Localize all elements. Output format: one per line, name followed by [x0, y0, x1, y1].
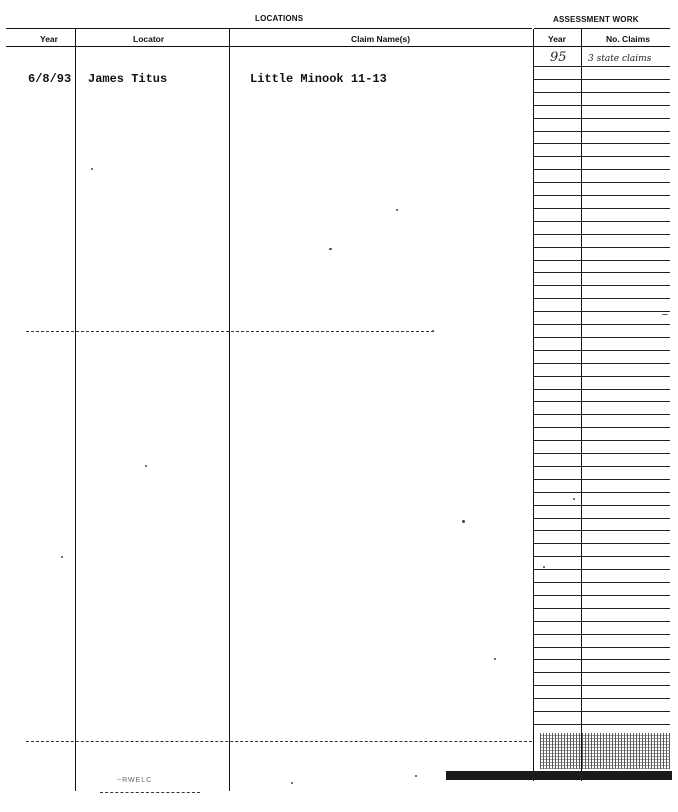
speck: [415, 775, 417, 777]
year-column-header: Year: [40, 34, 58, 44]
assessment-grid-line: [534, 389, 670, 390]
scan-noise-block: [540, 733, 670, 769]
record-claim-names: Little Minook 11-13: [250, 72, 387, 86]
assessment-grid-line: [534, 143, 670, 144]
speck: [396, 209, 398, 211]
assessment-grid-line: [534, 466, 670, 467]
assessment-grid-line: [534, 221, 670, 222]
header-bottom-rule: [6, 46, 670, 47]
assessment-grid-line: [534, 169, 670, 170]
assessment-grid-line: [534, 324, 670, 325]
assessment-grid-line: [534, 337, 670, 338]
assessment-grid-line: [534, 634, 670, 635]
assessment-grid-line: [534, 285, 670, 286]
speck: [432, 330, 434, 332]
assessment-grid-line: [534, 401, 670, 402]
assessment-grid-line: [534, 208, 670, 209]
assessment-grid-line: [534, 79, 670, 80]
assessment-grid-line: [534, 118, 670, 119]
speck: [145, 465, 147, 467]
assessment-grid-line: [534, 711, 670, 712]
assessment-year-column-header: Year: [548, 34, 566, 44]
assessment-work-heading: ASSESSMENT WORK: [553, 15, 639, 24]
footer-smudge-text: ~RWELC: [117, 777, 153, 784]
locations-heading: LOCATIONS: [255, 14, 304, 23]
assessment-grid-line: [534, 685, 670, 686]
speck: [543, 566, 545, 568]
section-divider-1: [26, 331, 434, 332]
separator-year-locator: [75, 29, 76, 791]
assessment-grid-line: [534, 156, 670, 157]
assessment-grid-line: [534, 672, 670, 673]
section-divider-2: [26, 741, 532, 742]
no-claims-column-header: No. Claims: [606, 34, 650, 44]
speck: [462, 520, 465, 523]
assessment-grid-line: [534, 131, 670, 132]
record-year: 6/8/93: [28, 72, 72, 86]
assessment-grid-line: [534, 556, 670, 557]
claim-names-column-header: Claim Name(s): [351, 34, 411, 44]
assessment-grid-line: [534, 414, 670, 415]
assessment-grid-line: [534, 376, 670, 377]
assessment-grid-line: [534, 595, 670, 596]
assessment-grid-line: [534, 724, 670, 725]
assessment-grid-line: [534, 698, 670, 699]
assessment-grid-line: [534, 311, 670, 312]
separator-locator-claims: [229, 29, 230, 791]
assessment-grid-line: [534, 195, 670, 196]
assessment-grid-line: [534, 569, 670, 570]
assessment-grid-line: [534, 440, 670, 441]
assessment-grid-line: [534, 427, 670, 428]
assessment-grid-line: [534, 453, 670, 454]
assessment-grid-line: [534, 272, 670, 273]
assessment-grid-line: [534, 518, 670, 519]
speck: [494, 658, 496, 660]
header-top-rule: [6, 28, 532, 29]
assessment-top-rule: [534, 28, 670, 29]
speck: [61, 556, 63, 558]
assessment-grid-line: [534, 66, 670, 67]
speck: [329, 248, 332, 250]
separator-claims-assessment: [533, 29, 534, 781]
assessment-grid-line: [534, 479, 670, 480]
bottom-dashed-line: [100, 792, 200, 793]
speck: [91, 168, 93, 170]
assessment-grid-line: [534, 247, 670, 248]
assessment-grid-line: [534, 530, 670, 531]
assessment-grid-line: [534, 505, 670, 506]
assessment-grid-line: [534, 92, 670, 93]
assessment-grid-line: [534, 647, 670, 648]
record-locator: James Titus: [88, 72, 168, 86]
assessment-grid-line: [534, 659, 670, 660]
assessment-grid-line: [534, 492, 670, 493]
assessment-grid-line: [534, 234, 670, 235]
assessment-grid-line: [534, 350, 670, 351]
assessment-grid-line: [534, 582, 670, 583]
speck: [573, 498, 575, 500]
assessment-grid-line: [534, 543, 670, 544]
assessment-grid-line: [534, 608, 670, 609]
speck: [662, 314, 668, 315]
bottom-dark-bar: [446, 771, 672, 780]
assessment-grid-line: [534, 298, 670, 299]
assessment-grid-line: [534, 260, 670, 261]
assessment-grid-line: [534, 182, 670, 183]
locator-column-header: Locator: [133, 34, 165, 44]
assessment-grid-line: [534, 363, 670, 364]
assessment-grid-line: [534, 105, 670, 106]
speck: [291, 782, 293, 784]
separator-assess-year-no-claims: [581, 29, 582, 781]
assessment-no-claims-entry: 3 state claims: [588, 54, 652, 64]
assessment-grid-line: [534, 621, 670, 622]
assessment-year-entry: 95: [550, 50, 567, 65]
